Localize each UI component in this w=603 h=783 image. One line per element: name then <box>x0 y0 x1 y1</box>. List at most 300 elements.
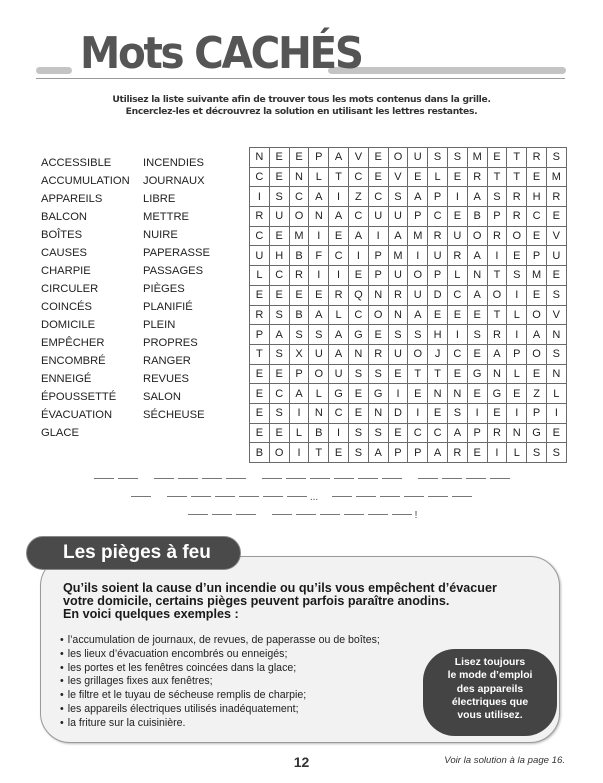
grid-cell[interactable]: E <box>408 167 428 187</box>
grid-cell[interactable]: V <box>348 148 368 168</box>
grid-cell[interactable]: C <box>329 246 349 266</box>
grid-cell[interactable]: L <box>546 384 566 404</box>
grid-cell[interactable]: I <box>507 403 527 423</box>
grid-cell[interactable]: I <box>388 384 408 404</box>
grid-cell[interactable]: L <box>309 384 329 404</box>
grid-cell[interactable]: R <box>250 207 270 227</box>
grid-cell[interactable]: E <box>447 167 467 187</box>
grid-cell[interactable]: A <box>408 305 428 325</box>
letter-blank[interactable] <box>296 514 316 515</box>
grid-cell[interactable]: A <box>447 423 467 443</box>
grid-cell[interactable]: I <box>250 187 270 207</box>
grid-cell[interactable]: A <box>467 246 487 266</box>
grid-cell[interactable]: N <box>309 207 329 227</box>
grid-cell[interactable]: T <box>408 364 428 384</box>
grid-cell[interactable]: R <box>507 187 527 207</box>
grid-cell[interactable]: R <box>388 285 408 305</box>
grid-cell[interactable]: T <box>507 148 527 168</box>
grid-cell[interactable]: U <box>309 344 329 364</box>
grid-cell[interactable]: I <box>309 266 329 286</box>
grid-cell[interactable]: R <box>428 226 448 246</box>
grid-cell[interactable]: C <box>250 167 270 187</box>
grid-cell[interactable]: E <box>289 285 309 305</box>
grid-cell[interactable]: C <box>329 403 349 423</box>
grid-cell[interactable]: E <box>467 443 487 463</box>
grid-cell[interactable]: S <box>269 344 289 364</box>
grid-cell[interactable]: S <box>309 325 329 345</box>
grid-cell[interactable]: U <box>428 246 448 266</box>
grid-cell[interactable]: C <box>368 187 388 207</box>
letter-blank[interactable] <box>382 478 402 479</box>
grid-cell[interactable]: E <box>250 384 270 404</box>
grid-cell[interactable]: E <box>329 443 349 463</box>
grid-cell[interactable]: S <box>388 187 408 207</box>
grid-cell[interactable]: P <box>289 364 309 384</box>
grid-cell[interactable]: T <box>428 364 448 384</box>
grid-cell[interactable]: I <box>447 187 467 207</box>
grid-cell[interactable]: R <box>447 443 467 463</box>
grid-cell[interactable]: M <box>467 148 487 168</box>
grid-cell[interactable]: A <box>309 187 329 207</box>
grid-cell[interactable]: D <box>388 403 408 423</box>
grid-cell[interactable]: T <box>487 305 507 325</box>
grid-cell[interactable]: M <box>388 246 408 266</box>
letter-blank[interactable] <box>442 478 462 479</box>
grid-cell[interactable]: N <box>447 384 467 404</box>
grid-cell[interactable]: P <box>487 207 507 227</box>
grid-cell[interactable]: E <box>487 403 507 423</box>
grid-cell[interactable]: R <box>250 305 270 325</box>
grid-cell[interactable]: L <box>447 266 467 286</box>
grid-cell[interactable]: D <box>428 285 448 305</box>
grid-cell[interactable]: M <box>546 167 566 187</box>
grid-cell[interactable]: E <box>250 423 270 443</box>
letter-blank[interactable] <box>404 496 424 497</box>
letter-blank[interactable] <box>332 496 352 497</box>
grid-cell[interactable]: B <box>309 423 329 443</box>
letter-blank[interactable] <box>310 478 330 479</box>
grid-cell[interactable]: E <box>269 167 289 187</box>
letter-blank[interactable] <box>334 478 354 479</box>
grid-cell[interactable]: L <box>507 443 527 463</box>
grid-cell[interactable]: F <box>309 246 329 266</box>
grid-cell[interactable]: O <box>467 226 487 246</box>
grid-cell[interactable]: A <box>309 305 329 325</box>
grid-cell[interactable]: U <box>408 285 428 305</box>
grid-cell[interactable]: E <box>467 384 487 404</box>
grid-cell[interactable]: I <box>329 423 349 443</box>
grid-cell[interactable]: V <box>388 167 408 187</box>
grid-cell[interactable]: U <box>388 266 408 286</box>
grid-cell[interactable]: G <box>467 364 487 384</box>
grid-cell[interactable]: U <box>269 207 289 227</box>
grid-cell[interactable]: E <box>447 364 467 384</box>
grid-cell[interactable]: O <box>487 285 507 305</box>
letter-blank[interactable] <box>178 478 198 479</box>
grid-cell[interactable]: O <box>408 266 428 286</box>
grid-cell[interactable]: S <box>546 443 566 463</box>
letter-blank[interactable] <box>344 514 364 515</box>
grid-cell[interactable]: L <box>507 305 527 325</box>
letter-blank[interactable] <box>191 496 211 497</box>
grid-cell[interactable]: V <box>546 305 566 325</box>
grid-cell[interactable]: S <box>447 403 467 423</box>
letter-blank[interactable] <box>154 478 174 479</box>
grid-cell[interactable]: P <box>368 246 388 266</box>
grid-cell[interactable]: E <box>269 226 289 246</box>
grid-cell[interactable]: P <box>428 187 448 207</box>
grid-cell[interactable]: E <box>269 148 289 168</box>
grid-cell[interactable]: T <box>507 167 527 187</box>
grid-cell[interactable]: S <box>348 364 368 384</box>
grid-cell[interactable]: I <box>348 246 368 266</box>
grid-cell[interactable]: G <box>487 384 507 404</box>
grid-cell[interactable]: E <box>487 148 507 168</box>
grid-cell[interactable]: R <box>289 266 309 286</box>
grid-cell[interactable]: S <box>428 148 448 168</box>
grid-cell[interactable]: M <box>289 226 309 246</box>
letter-blank[interactable] <box>94 478 114 479</box>
grid-cell[interactable]: A <box>289 384 309 404</box>
grid-cell[interactable]: R <box>447 246 467 266</box>
grid-cell[interactable]: I <box>507 325 527 345</box>
grid-cell[interactable]: C <box>527 207 547 227</box>
grid-cell[interactable]: E <box>309 285 329 305</box>
grid-cell[interactable]: P <box>250 325 270 345</box>
grid-cell[interactable]: C <box>447 344 467 364</box>
letter-blank[interactable] <box>452 496 472 497</box>
letter-blank[interactable] <box>215 496 235 497</box>
grid-cell[interactable]: U <box>546 246 566 266</box>
letter-blank[interactable] <box>490 478 510 479</box>
grid-cell[interactable]: S <box>546 285 566 305</box>
grid-cell[interactable]: R <box>487 325 507 345</box>
grid-cell[interactable]: E <box>408 384 428 404</box>
grid-row <box>250 285 567 305</box>
word-list-item: RANGER <box>143 355 191 367</box>
grid-cell[interactable]: E <box>467 305 487 325</box>
grid-cell[interactable]: E <box>546 266 566 286</box>
grid-cell[interactable]: C <box>428 207 448 227</box>
letter-blank[interactable] <box>428 496 448 497</box>
grid-cell[interactable]: S <box>527 443 547 463</box>
grid-cell[interactable]: L <box>329 305 349 325</box>
grid-cell[interactable]: N <box>289 167 309 187</box>
grid-cell[interactable]: N <box>507 423 527 443</box>
grid-cell[interactable]: C <box>269 266 289 286</box>
grid-cell[interactable]: V <box>546 226 566 246</box>
grid-cell[interactable]: G <box>527 423 547 443</box>
grid-cell[interactable]: E <box>388 364 408 384</box>
grid-cell[interactable]: S <box>388 325 408 345</box>
letter-blank[interactable] <box>286 478 306 479</box>
grid-cell[interactable]: E <box>329 226 349 246</box>
grid-cell[interactable]: B <box>289 246 309 266</box>
letter-blank[interactable] <box>358 478 378 479</box>
grid-cell[interactable]: N <box>309 403 329 423</box>
grid-cell[interactable]: R <box>487 423 507 443</box>
letter-blank[interactable] <box>368 514 388 515</box>
grid-cell[interactable]: A <box>368 443 388 463</box>
grid-cell[interactable]: Z <box>348 187 368 207</box>
grid-cell[interactable]: R <box>467 167 487 187</box>
grid-cell[interactable]: I <box>309 226 329 246</box>
grid-cell[interactable]: B <box>250 443 270 463</box>
grid-cell[interactable]: E <box>507 246 527 266</box>
grid-cell[interactable]: E <box>269 285 289 305</box>
grid-cell[interactable]: S <box>269 305 289 325</box>
letter-blank[interactable] <box>392 514 412 515</box>
grid-cell[interactable]: U <box>368 207 388 227</box>
grid-cell[interactable]: T <box>250 344 270 364</box>
grid-cell[interactable]: B <box>467 207 487 227</box>
grid-cell[interactable]: E <box>269 423 289 443</box>
letter-blank[interactable] <box>356 496 376 497</box>
grid-cell[interactable]: C <box>408 423 428 443</box>
letter-blank[interactable] <box>466 478 486 479</box>
grid-cell[interactable]: E <box>507 384 527 404</box>
grid-cell[interactable]: N <box>368 403 388 423</box>
grid-cell[interactable]: C <box>250 226 270 246</box>
grid-cell[interactable]: E <box>368 325 388 345</box>
grid-cell[interactable]: L <box>250 266 270 286</box>
grid-cell[interactable]: M <box>408 226 428 246</box>
grid-cell[interactable]: N <box>368 285 388 305</box>
grid-cell[interactable]: A <box>269 325 289 345</box>
letter-blank[interactable] <box>272 514 292 515</box>
grid-cell[interactable]: A <box>467 187 487 207</box>
grid-cell[interactable]: A <box>388 226 408 246</box>
grid-cell[interactable]: S <box>269 187 289 207</box>
letter-blank[interactable] <box>236 514 256 515</box>
grid-cell[interactable]: I <box>408 246 428 266</box>
grid-cell[interactable]: A <box>527 325 547 345</box>
grid-cell[interactable]: I <box>329 266 349 286</box>
grid-cell[interactable]: T <box>309 443 329 463</box>
grid-cell[interactable]: S <box>368 364 388 384</box>
letter-blank[interactable] <box>167 496 187 497</box>
grid-cell[interactable]: P <box>527 403 547 423</box>
grid-cell[interactable]: U <box>447 226 467 246</box>
grid-cell[interactable]: A <box>329 325 349 345</box>
letter-blank[interactable] <box>188 514 208 515</box>
letter-blank[interactable] <box>418 478 438 479</box>
grid-cell[interactable]: S <box>447 148 467 168</box>
grid-cell[interactable]: O <box>269 443 289 463</box>
letter-blank[interactable] <box>262 478 282 479</box>
grid-cell[interactable]: L <box>507 364 527 384</box>
grid-cell[interactable]: I <box>546 403 566 423</box>
grid-cell[interactable]: A <box>348 226 368 246</box>
grid-cell[interactable]: C <box>447 285 467 305</box>
grid-cell[interactable]: R <box>507 207 527 227</box>
grid-cell[interactable]: S <box>546 148 566 168</box>
grid-cell[interactable]: E <box>546 423 566 443</box>
grid-cell[interactable]: B <box>289 305 309 325</box>
grid-cell[interactable]: N <box>428 384 448 404</box>
grid-cell[interactable]: O <box>368 305 388 325</box>
grid-cell[interactable]: T <box>329 167 349 187</box>
grid-cell[interactable]: E <box>289 148 309 168</box>
grid-cell[interactable]: C <box>348 305 368 325</box>
grid-cell[interactable]: S <box>348 443 368 463</box>
grid-cell[interactable]: R <box>368 344 388 364</box>
grid-cell[interactable]: O <box>527 305 547 325</box>
grid-cell[interactable]: O <box>507 226 527 246</box>
grid-cell[interactable]: P <box>388 443 408 463</box>
grid-cell[interactable]: E <box>368 167 388 187</box>
grid-cell[interactable]: U <box>388 207 408 227</box>
grid-cell[interactable]: N <box>487 364 507 384</box>
letter-blank[interactable] <box>131 496 151 497</box>
grid-cell[interactable]: O <box>527 344 547 364</box>
blank-punctuation: ... <box>309 492 319 503</box>
grid-cell[interactable]: H <box>527 187 547 207</box>
grid-cell[interactable]: E <box>348 403 368 423</box>
grid-cell[interactable]: G <box>329 384 349 404</box>
grid-cell[interactable]: S <box>467 325 487 345</box>
grid-cell[interactable]: I <box>289 443 309 463</box>
grid-cell[interactable]: Z <box>527 384 547 404</box>
grid-cell[interactable]: A <box>487 344 507 364</box>
grid-cell[interactable]: U <box>388 344 408 364</box>
grid-cell[interactable]: E <box>546 207 566 227</box>
grid-cell[interactable]: H <box>269 246 289 266</box>
grid-cell[interactable]: R <box>487 226 507 246</box>
grid-cell[interactable]: M <box>527 266 547 286</box>
grid-cell[interactable]: E <box>348 384 368 404</box>
grid-cell[interactable]: C <box>428 423 448 443</box>
grid-cell[interactable]: E <box>428 403 448 423</box>
grid-cell[interactable]: P <box>368 266 388 286</box>
grid-cell[interactable]: E <box>467 344 487 364</box>
grid-cell[interactable]: T <box>487 266 507 286</box>
letter-blank[interactable] <box>263 496 283 497</box>
grid-cell[interactable]: U <box>408 148 428 168</box>
grid-cell[interactable]: I <box>289 403 309 423</box>
grid-cell[interactable]: C <box>348 167 368 187</box>
grid-cell[interactable]: A <box>428 443 448 463</box>
grid-cell[interactable]: I <box>447 325 467 345</box>
grid-cell[interactable]: I <box>368 226 388 246</box>
grid-cell[interactable]: E <box>388 423 408 443</box>
grid-cell[interactable]: G <box>368 384 388 404</box>
grid-cell[interactable]: P <box>467 423 487 443</box>
grid-cell[interactable]: A <box>408 187 428 207</box>
grid-cell[interactable]: N <box>467 266 487 286</box>
grid-cell[interactable]: N <box>546 364 566 384</box>
grid-cell[interactable]: O <box>289 207 309 227</box>
grid-cell[interactable]: A <box>329 148 349 168</box>
grid-cell[interactable]: E <box>527 364 547 384</box>
letter-blank[interactable] <box>226 478 246 479</box>
grid-cell[interactable]: N <box>250 148 270 168</box>
grid-cell[interactable]: N <box>546 325 566 345</box>
grid-cell[interactable]: E <box>250 403 270 423</box>
grid-cell[interactable]: I <box>507 285 527 305</box>
grid-cell[interactable]: N <box>348 344 368 364</box>
grid-cell[interactable]: I <box>487 443 507 463</box>
grid-cell[interactable]: E <box>527 285 547 305</box>
grid-cell[interactable]: E <box>428 305 448 325</box>
grid-cell[interactable]: L <box>428 167 448 187</box>
word-search-grid <box>249 147 567 463</box>
grid-cell[interactable]: P <box>527 246 547 266</box>
grid-cell[interactable]: U <box>250 246 270 266</box>
grid-cell[interactable]: R <box>527 148 547 168</box>
grid-cell[interactable]: P <box>507 344 527 364</box>
grid-cell[interactable]: Q <box>348 285 368 305</box>
letter-blank[interactable] <box>287 496 307 497</box>
letter-blank[interactable] <box>202 478 222 479</box>
grid-cell[interactable]: C <box>348 207 368 227</box>
grid-cell[interactable]: G <box>348 325 368 345</box>
letter-blank[interactable] <box>380 496 400 497</box>
grid-cell[interactable]: J <box>428 344 448 364</box>
grid-cell[interactable]: P <box>408 443 428 463</box>
grid-cell[interactable]: I <box>329 187 349 207</box>
letter-blank[interactable] <box>320 514 340 515</box>
letter-blank[interactable] <box>118 478 138 479</box>
grid-cell[interactable]: N <box>388 305 408 325</box>
grid-cell[interactable]: O <box>408 344 428 364</box>
grid-cell[interactable]: I <box>467 403 487 423</box>
grid-cell[interactable]: P <box>408 207 428 227</box>
grid-cell[interactable]: P <box>309 148 329 168</box>
grid-cell[interactable]: S <box>507 266 527 286</box>
grid-cell[interactable]: E <box>348 266 368 286</box>
grid-cell[interactable]: E <box>250 285 270 305</box>
grid-cell[interactable]: L <box>309 167 329 187</box>
grid-cell[interactable]: I <box>487 246 507 266</box>
grid-cell[interactable]: S <box>269 403 289 423</box>
grid-cell[interactable]: R <box>329 285 349 305</box>
grid-cell[interactable]: S <box>408 325 428 345</box>
grid-cell[interactable]: E <box>250 364 270 384</box>
word-list-item: SALON <box>143 391 181 403</box>
grid-cell[interactable]: E <box>447 207 467 227</box>
letter-blank[interactable] <box>239 496 259 497</box>
grid-cell[interactable]: S <box>348 423 368 443</box>
grid-cell[interactable]: S <box>368 423 388 443</box>
grid-cell[interactable]: E <box>527 226 547 246</box>
grid-cell[interactable]: E <box>368 148 388 168</box>
word-list-item: PAPERASSE <box>143 247 210 259</box>
grid-cell[interactable]: A <box>329 344 349 364</box>
grid-cell[interactable]: S <box>487 187 507 207</box>
grid-cell[interactable]: O <box>388 148 408 168</box>
grid-cell[interactable]: S <box>289 325 309 345</box>
grid-cell[interactable]: E <box>447 305 467 325</box>
grid-cell[interactable]: H <box>428 325 448 345</box>
grid-cell[interactable]: S <box>546 344 566 364</box>
grid-cell[interactable]: L <box>289 423 309 443</box>
grid-cell[interactable]: P <box>428 266 448 286</box>
grid-cell[interactable]: E <box>269 364 289 384</box>
grid-cell[interactable]: U <box>329 364 349 384</box>
grid-cell[interactable]: A <box>329 207 349 227</box>
letter-blank[interactable] <box>212 514 232 515</box>
grid-cell[interactable]: R <box>546 187 566 207</box>
grid-cell[interactable]: X <box>289 344 309 364</box>
grid-cell[interactable]: A <box>467 285 487 305</box>
grid-cell[interactable]: C <box>269 384 289 404</box>
grid-cell[interactable]: C <box>289 187 309 207</box>
grid-cell[interactable]: E <box>527 167 547 187</box>
grid-cell[interactable]: O <box>309 364 329 384</box>
grid-cell[interactable]: I <box>408 403 428 423</box>
grid-cell[interactable]: T <box>487 167 507 187</box>
